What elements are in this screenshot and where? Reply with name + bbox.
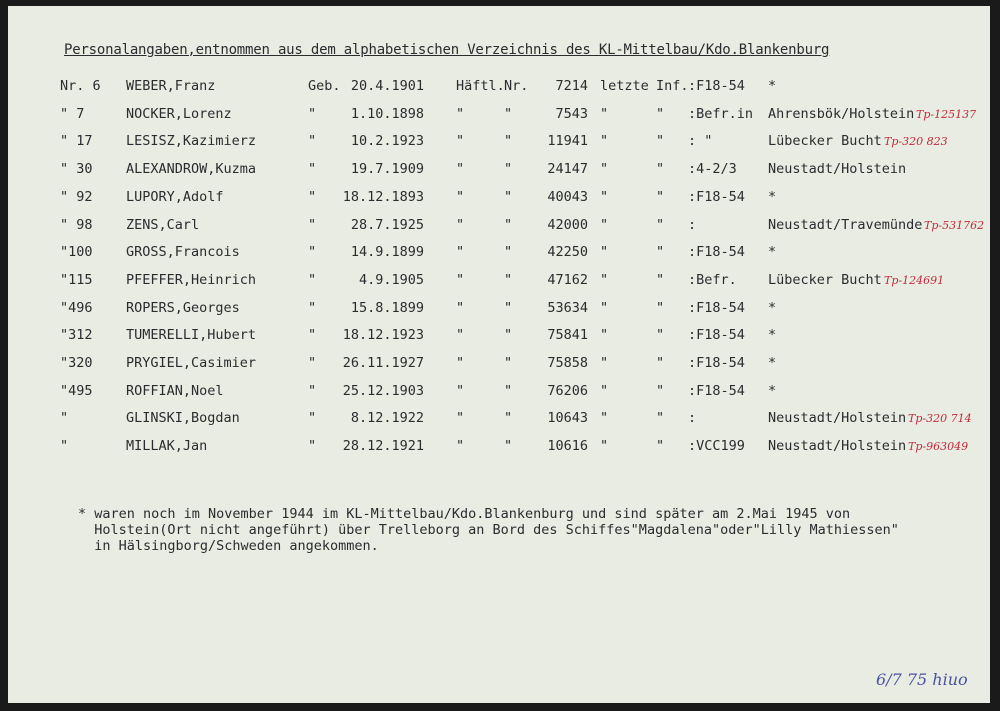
cell-l: " [600,410,609,427]
cell-nr: "495 [60,382,93,399]
cell-nrl: " [504,216,513,233]
table-row [8,189,990,215]
cell-dest: Neustadt/Holstein [768,161,907,178]
cell-l: " [600,438,609,455]
cell-name: NOCKER,Lorenz [126,105,232,122]
cell-date: 25.12.1903 [342,382,424,399]
cell-hn: 11941 [547,133,588,150]
cell-inf: " [656,410,665,427]
cell-inf: " [656,382,665,399]
cell-l: " [600,161,609,178]
cell-l: " [600,355,609,371]
cell-inf: " [656,355,665,371]
cell-geb: " [308,355,317,371]
cell-geb: " [308,161,317,178]
cell-h: " [456,382,465,399]
cell-name: GROSS,Francois [126,244,240,261]
cell-nrl: " [504,327,513,344]
cell-code: :F18-54 [688,327,745,344]
cell-ann: Tp-124691 [884,273,945,287]
cell-nr: " [60,438,69,455]
cell-hn: 75858 [547,355,588,371]
table-row [8,355,990,381]
cell-name: MILLAK,Jan [126,438,208,455]
cell-date: 15.8.1899 [350,299,424,316]
cell-nrl: " [504,382,513,399]
cell-date: 26.11.1927 [342,355,424,371]
table-row [8,438,990,464]
cell-nrl: " [504,244,513,261]
table-row [8,217,990,243]
cell-inf: " [656,105,665,122]
cell-l: " [600,327,609,344]
cell-inf: " [656,133,665,150]
cell-code: :Befr. [688,271,737,288]
cell-h: " [456,188,465,205]
table-row [8,272,990,298]
cell-nr: " 98 [60,216,93,233]
table-row [8,133,990,159]
cell-inf: " [656,244,665,261]
cell-nrl: " [504,438,513,455]
table-row [8,383,990,409]
table-row [8,327,990,353]
cell-inf: " [656,299,665,316]
cell-ann: Tp-320 714 [908,412,972,426]
cell-dest: * [768,244,777,261]
cell-date: 14.9.1899 [350,244,424,261]
cell-h: " [456,271,465,288]
cell-hn: 40043 [547,188,588,205]
cell-geb: " [308,188,317,205]
cell-hn: 75841 [547,327,588,344]
cell-hn: 42250 [547,244,588,261]
cell-date: 20.4.1901 [350,78,424,94]
cell-h: " [456,355,465,371]
cell-name: WEBER,Franz [126,78,216,94]
cell-geb: " [308,244,317,261]
cell-hn: 76206 [547,382,588,399]
cell-hn: 10616 [547,438,588,455]
table-row [8,78,990,104]
cell-ann: Tp-963049 [908,440,969,454]
cell-l: " [600,105,609,122]
cell-geb: " [308,105,317,122]
cell-nr: " 7 [60,105,85,122]
cell-hn: 10643 [547,410,588,427]
cell-geb: " [308,410,317,427]
cell-hn: 42000 [547,216,588,233]
cell-hn: 47162 [547,271,588,288]
cell-code: : [688,216,697,233]
cell-nrl: " [504,299,513,316]
cell-name: TUMERELLI,Hubert [126,327,257,344]
cell-code: :F18-54 [688,355,745,371]
cell-l: " [600,271,609,288]
cell-nr: " 92 [60,188,93,205]
cell-geb: " [308,299,317,316]
cell-nr: " [60,410,69,427]
cell-geb: Geb. [308,78,341,94]
cell-geb: " [308,133,317,150]
cell-dest: * [768,299,777,316]
cell-l: " [600,244,609,261]
cell-nrl: " [504,105,513,122]
cell-inf: " [656,188,665,205]
cell-name: ROPERS,Georges [126,299,240,316]
handwritten-signature: 6/7 75 hiuo [876,670,968,689]
cell-date: 28.12.1921 [342,438,424,455]
cell-geb: " [308,216,317,233]
cell-name: ALEXANDROW,Kuzma [126,161,257,178]
cell-name: LUPORY,Adolf [126,188,224,205]
cell-name: GLINSKI,Bogdan [126,410,240,427]
cell-h: " [456,327,465,344]
cell-code: :4-2/3 [688,161,737,178]
cell-inf: " [656,327,665,344]
cell-inf: " [656,438,665,455]
cell-hn: 7543 [555,105,588,122]
cell-code: :VCC199 [688,438,745,455]
cell-nr: " 30 [60,161,93,178]
cell-geb: " [308,271,317,288]
table-row [8,300,990,326]
table-row [8,410,990,436]
cell-dest: Lübecker Bucht [768,271,882,288]
cell-dest: Neustadt/Holstein [768,438,907,455]
cell-name: ZENS,Carl [126,216,200,233]
cell-date: 1.10.1898 [350,105,424,122]
cell-h: Häftl. [456,78,505,94]
cell-l: " [600,188,609,205]
cell-h: " [456,299,465,316]
cell-h: " [456,105,465,122]
cell-dest: * [768,355,777,371]
document-page [8,6,990,703]
cell-geb: " [308,382,317,399]
cell-ann: Tp-531762 [924,218,985,232]
cell-h: " [456,244,465,261]
cell-ann: Tp-320 823 [884,135,948,149]
cell-dest: * [768,78,777,94]
cell-l: " [600,216,609,233]
cell-date: 18.12.1893 [342,188,424,205]
cell-code: :F18-54 [688,244,745,261]
cell-nr: "312 [60,327,93,344]
cell-nr: " 17 [60,133,93,150]
cell-date: 19.7.1909 [350,161,424,178]
cell-dest: Ahrensbök/Holstein [768,105,915,122]
cell-code: :F18-54 [688,78,745,94]
cell-hn: 7214 [555,78,588,94]
cell-code: :F18-54 [688,382,745,399]
cell-nrl: " [504,410,513,427]
cell-dest: Neustadt/Travemünde [768,216,923,233]
cell-h: " [456,216,465,233]
cell-date: 18.12.1923 [342,327,424,344]
cell-h: " [456,133,465,150]
cell-nr: Nr. 6 [60,78,101,94]
cell-date: 4.9.1905 [358,271,424,288]
cell-nr: "496 [60,299,93,316]
cell-code: : " [688,133,713,150]
cell-nrl: " [504,188,513,205]
cell-name: PRYGIEL,Casimier [126,355,257,371]
cell-nr: "100 [60,244,93,261]
cell-h: " [456,410,465,427]
cell-dest: Lübecker Bucht [768,133,882,150]
cell-dest: Neustadt/Holstein [768,410,907,427]
table-row [8,106,990,132]
cell-code: :F18-54 [688,299,745,316]
cell-inf: " [656,216,665,233]
cell-nrl: " [504,271,513,288]
cell-dest: * [768,327,777,344]
cell-inf: Inf. [656,78,689,94]
cell-hn: 24147 [547,161,588,178]
cell-name: PFEFFER,Heinrich [126,271,257,288]
cell-date: 28.7.1925 [350,216,424,233]
cell-hn: 53634 [547,299,588,316]
cell-l: " [600,382,609,399]
cell-l: letzte [600,78,649,94]
footnote: * waren noch im November 1944 im KL-Mittelbau/Kdo.Blankenburg und sind später am 2.Mai 1945 von Holstein(Ort nicht angeführt) über Trelleborg an Bord des Schiffes"Magdalena"oder"Lilly Mathiessen" in Hälsingborg/Schweden angekommen. [78,506,899,554]
cell-nrl: " [504,133,513,150]
cell-code: :F18-54 [688,188,745,205]
table-row [8,244,990,270]
cell-nrl: " [504,161,513,178]
cell-inf: " [656,271,665,288]
cell-name: ROFFIAN,Noel [126,382,224,399]
cell-date: 10.2.1923 [350,133,424,150]
cell-dest: * [768,382,777,399]
cell-ann: Tp-125137 [916,107,977,121]
document-title: Personalangaben,entnommen aus dem alphabetischen Verzeichnis des KL-Mittelbau/Kdo.Blankenburg [64,42,830,58]
cell-dest: * [768,188,777,205]
cell-nrl: Nr. [504,78,529,94]
cell-nrl: " [504,355,513,371]
cell-nr: "320 [60,355,93,371]
cell-date: 8.12.1922 [350,410,424,427]
table-row [8,161,990,187]
cell-l: " [600,299,609,316]
cell-name: LESISZ,Kazimierz [126,133,257,150]
cell-geb: " [308,327,317,344]
cell-h: " [456,438,465,455]
cell-geb: " [308,438,317,455]
cell-code: : [688,410,697,427]
cell-inf: " [656,161,665,178]
cell-code: :Befr.in [688,105,754,122]
cell-l: " [600,133,609,150]
cell-nr: "115 [60,271,93,288]
cell-h: " [456,161,465,178]
